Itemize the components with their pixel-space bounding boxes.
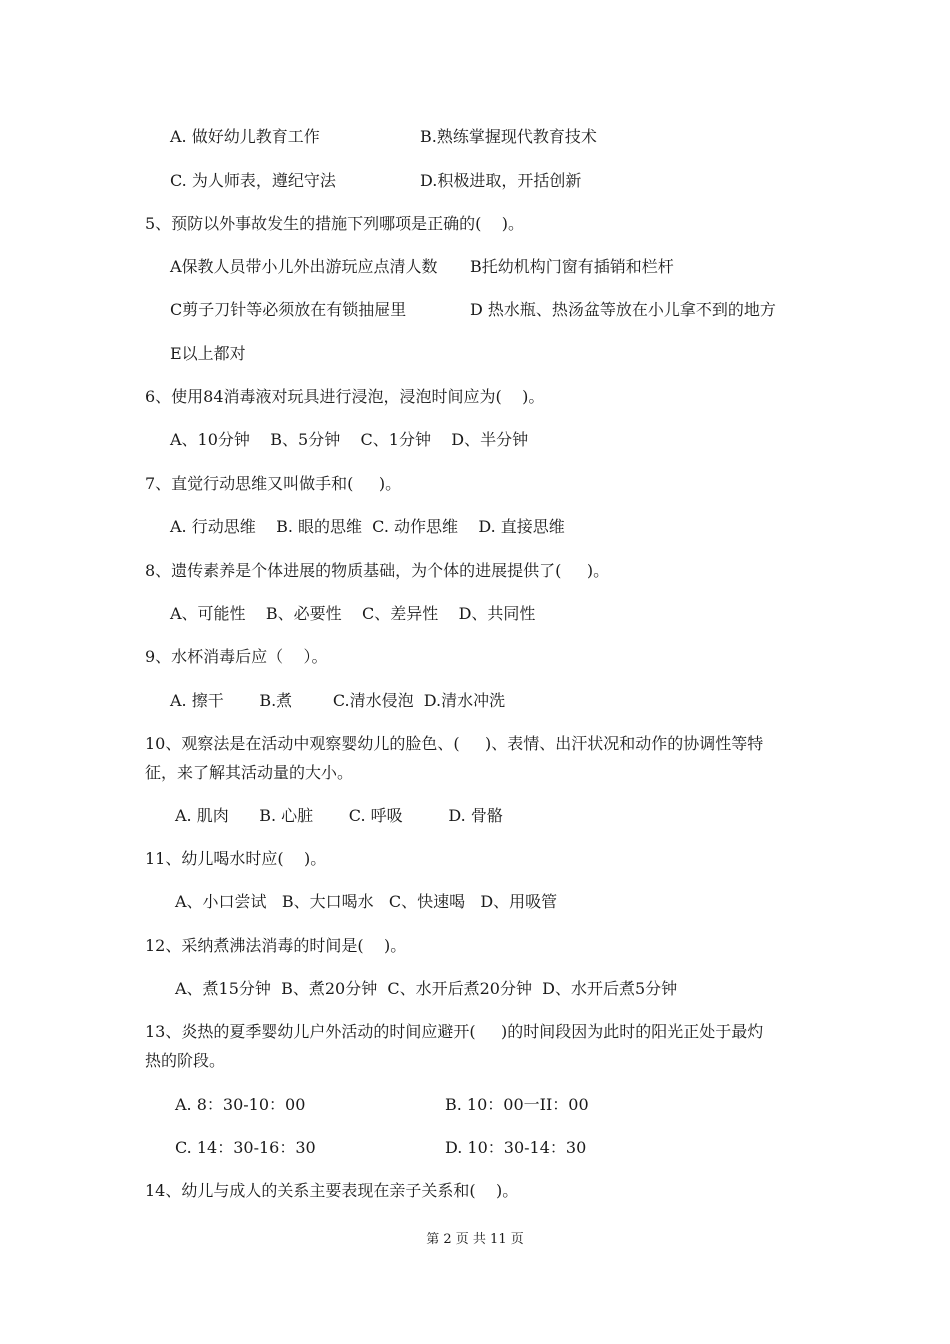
question-9: 9、水杯消毒后应（ ）。 (145, 647, 328, 666)
question-13-cont: 热的阶段。 (145, 1051, 226, 1070)
question-12: 12、采纳煮沸法消毒的时间是( )。 (145, 936, 407, 955)
question-14: 14、幼儿与成人的关系主要表现在亲子关系和( )。 (145, 1181, 519, 1200)
q11-options: A、小口尝试 B、大口喝水 C、快速喝 D、用吸管 (175, 892, 558, 911)
question-10-cont: 征，来了解其活动量的大小。 (145, 763, 354, 782)
question-7: 7、直觉行动思维又叫做手和( )。 (145, 474, 402, 493)
q13-option-a: A. 8：30-10：00 (175, 1095, 306, 1114)
q4-option-d: D.积极进取，开括创新 (420, 171, 582, 190)
q5-option-a: A保教人员带小儿外出游玩应点清人数 (170, 257, 438, 276)
q5-option-b: B托幼机构门窗有插销和栏杆 (470, 257, 674, 276)
q12-options: A、煮15分钟 B、煮20分钟 C、水开后煮20分钟 D、水开后煮5分钟 (175, 979, 678, 998)
question-8: 8、遗传素养是个体进展的物质基础，为个体的进展提供了( )。 (145, 561, 610, 580)
question-6: 6、使用84消毒液对玩具进行浸泡，浸泡时间应为( )。 (145, 387, 545, 406)
q6-options: A、10分钟 B、5分钟 C、1分钟 D、半分钟 (170, 430, 529, 449)
q4-option-b: B.熟练掌握现代教育技术 (420, 127, 597, 146)
q5-option-d: D 热水瓶、热汤盆等放在小儿拿不到的地方 (470, 300, 776, 319)
question-11: 11、幼儿喝水时应( )。 (145, 849, 327, 868)
q13-option-b: B. 10：00一II：00 (445, 1095, 589, 1114)
q13-option-c: C. 14：30-16：30 (175, 1138, 316, 1157)
question-10: 10、观察法是在活动中观察婴幼儿的脸色、( )、表情、出汗状况和动作的协调性等特 (145, 734, 764, 753)
q5-option-c: C剪子刀针等必须放在有锁抽屉里 (170, 300, 407, 319)
q7-options: A. 行动思维 B. 眼的思维 C. 动作思维 D. 直接思维 (170, 517, 565, 536)
q10-options: A. 肌肉 B. 心脏 C. 呼吸 D. 骨骼 (175, 806, 503, 825)
q8-options: A、可能性 B、必要性 C、差异性 D、共同性 (170, 604, 536, 623)
q4-option-a: A. 做好幼儿教育工作 (170, 127, 320, 146)
q13-option-d: D. 10：30-14：30 (445, 1138, 587, 1157)
page-footer: 第 2 页 共 11 页 (426, 1232, 524, 1247)
q5-option-e: E以上都对 (170, 344, 246, 363)
q9-options: A. 擦干 B.煮 C.清水侵泡 D.清水冲洗 (170, 691, 506, 710)
q4-option-c: C. 为人师表，遵纪守法 (170, 171, 336, 190)
question-5: 5、预防以外事故发生的措施下列哪项是正确的( )。 (145, 214, 525, 233)
question-13: 13、炎热的夏季婴幼儿户外活动的时间应避开( )的时间段因为此时的阳光正处于最灼 (145, 1022, 764, 1041)
